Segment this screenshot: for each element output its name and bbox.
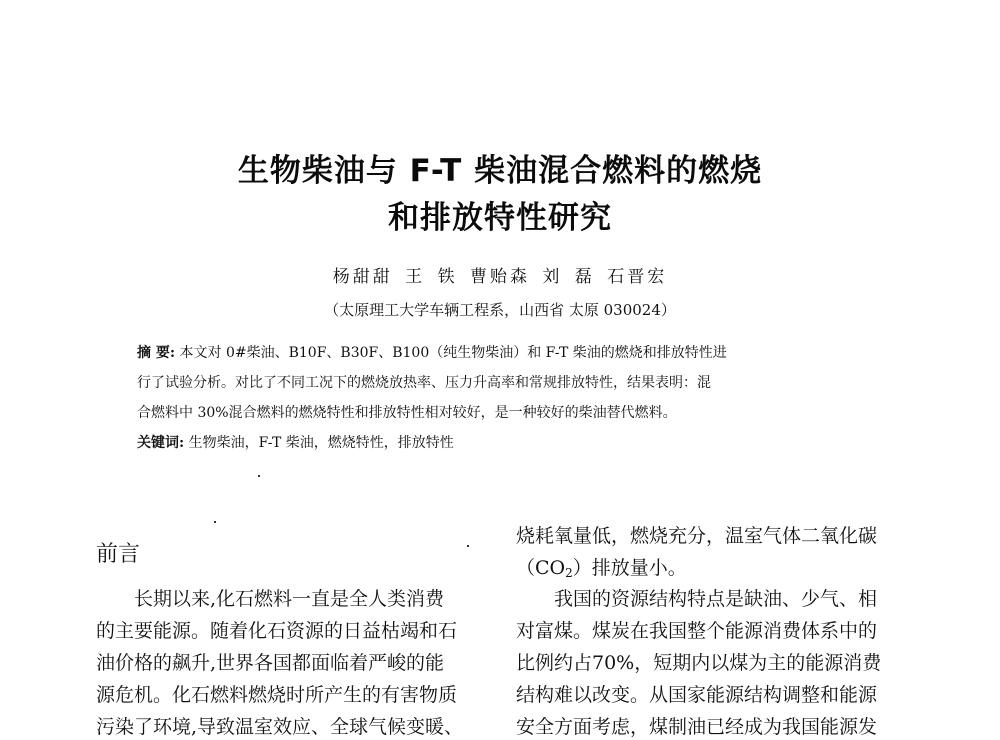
abstract-line-1 xyxy=(137,343,727,363)
author-list: 杨甜甜 王 铁 曹贻森 刘 磊 石晋宏 xyxy=(332,267,668,287)
body-line: 污染了环境,导致温室效应、全球气候变暖、 xyxy=(96,716,464,738)
body-line: 源危机。化石燃料燃烧时所产生的有害物质 xyxy=(96,684,458,706)
body-line: 对富煤。煤炭在我国整个能源消费体系中的 xyxy=(516,620,878,642)
body-line: 结构难以改变。从国家能源结构调整和能源 xyxy=(516,684,878,706)
body-line: 油价格的飙升,世界各国都面临着严峻的能 xyxy=(96,652,445,674)
abstract-label: 摘 要: xyxy=(137,345,176,361)
co2-open: （CO xyxy=(516,557,566,579)
body-line: 安全方面考虑，煤制油已经成为我国能源发 xyxy=(516,716,878,738)
abstract-line-3: 合燃料中 30%混合燃料的燃烧特性和排放特性相对较好，是一种较好的柴油替代燃料。 xyxy=(137,405,677,421)
scan-speck xyxy=(467,545,469,547)
body-line: 的主要能源。随着化石资源的日益枯竭和石 xyxy=(96,620,458,642)
body-line: 长期以来,化石燃料一直是全人类消费 xyxy=(134,588,445,610)
keywords-line xyxy=(137,433,454,453)
paper-title-line-1: 生物柴油与 F-T 柴油混合燃料的燃烧 xyxy=(237,153,763,189)
body-line: 比例约占70%，短期内以煤为主的能源消费 xyxy=(516,652,882,674)
keywords-label: 关键词: xyxy=(137,435,185,451)
co2-rest: ）排放量小。 xyxy=(572,557,687,579)
paper-title-line-2: 和排放特性研究 xyxy=(388,200,612,236)
body-line: 我国的资源结构特点是缺油、少气、相 xyxy=(554,588,878,610)
abstract-line-2: 行了试验分析。对比了不同工况下的燃烧放热率、压力升高率和常规排放特性，结果表明：混 xyxy=(137,375,711,391)
scan-speck xyxy=(258,475,260,477)
affiliation: （太原理工大学车辆工程系，山西省 太原 030024） xyxy=(324,301,676,319)
keywords-text: 生物柴油，F-T 柴油，燃烧特性，排放特性 xyxy=(188,435,454,451)
section-heading: 前言 xyxy=(96,542,141,567)
scan-speck xyxy=(214,521,216,523)
body-line: 烧耗氧量低，燃烧充分，温室气体二氧化碳 xyxy=(516,525,878,547)
co2-subscript: 2 xyxy=(565,566,573,580)
abstract-text: 本文对 0#柴油、B10F、B30F、B100（纯生物柴油）和 F-T 柴油的燃烧和排放特性进 xyxy=(179,345,727,361)
body-line xyxy=(516,555,687,586)
